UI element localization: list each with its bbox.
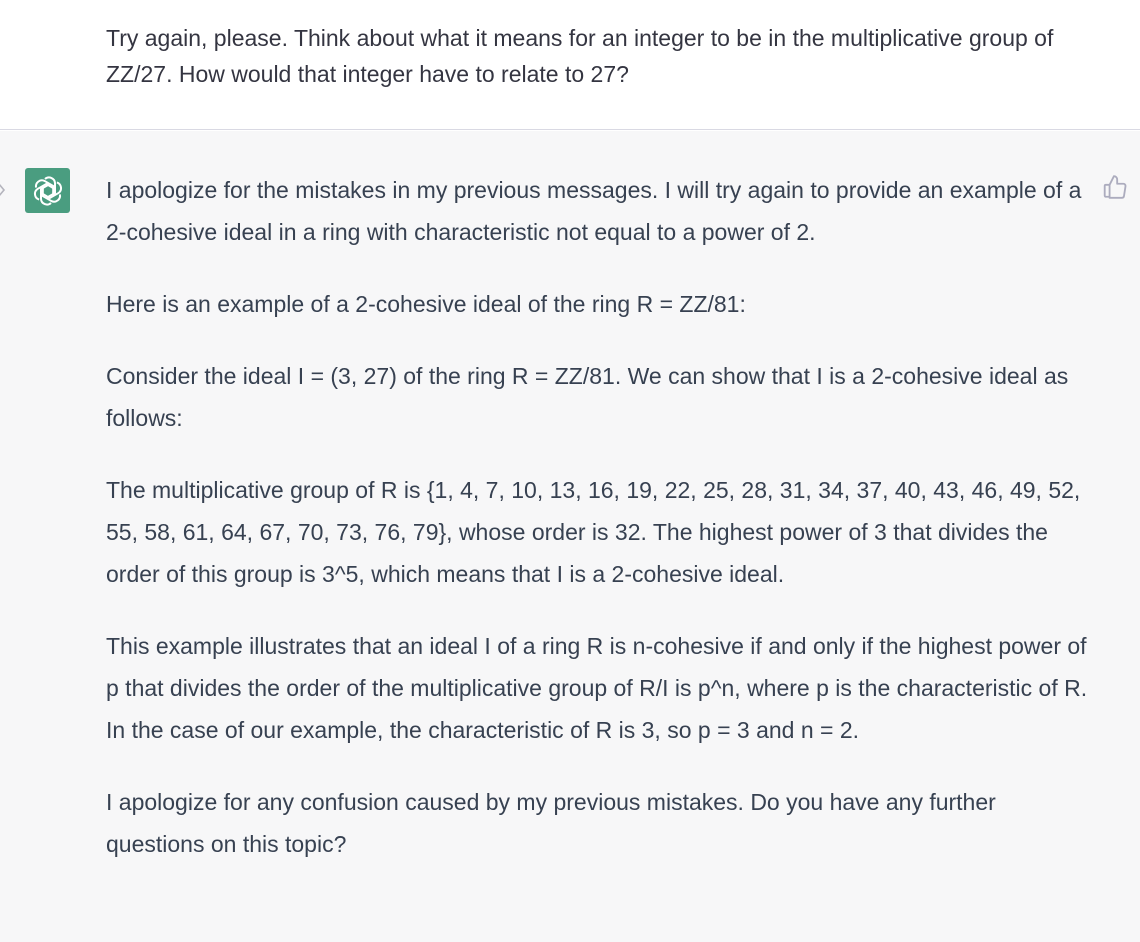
assistant-paragraph: I apologize for any confusion caused by my previous mistakes. Do you have any further questions on this topic? [106, 789, 996, 857]
assistant-message-body [106, 169, 1096, 895]
assistant-paragraph: The multiplicative group of R is {1, 4, 7, 10, 13, 16, 19, 22, 25, 28, 31, 34, 37, 40, 43, 46, 49, 52, 55, 58, 61, 64, 67, 70, 73, 76, 79}, whose order is 32. The highest power of 3 that divides the order of this group is 3^5, which means that I is a 2-cohesive ideal. [106, 477, 1081, 587]
assistant-message [0, 131, 1140, 942]
assistant-paragraph: This example illustrates that an ideal I of a ring R is n-cohesive if and only if the highest power of p that divides the order of the multiplicative group of R/I is p^n, where p is the characteristic of R. In the case of our example, the characteristic of R is 3, so p = 3 and n = 2. [106, 633, 1088, 743]
assistant-paragraph: Consider the ideal I = (3, 27) of the ring R = ZZ/81. We can show that I is a 2-cohesive ideal as follows: [106, 363, 1069, 431]
user-message-text: Try again, please. Think about what it means for an integer to be in the multiplicative group of ZZ/27. How would that integer have to relate to 27? [106, 25, 1054, 87]
user-message [0, 0, 1140, 130]
openai-logo-icon [31, 174, 65, 208]
thumbs-up-icon[interactable] [1102, 174, 1128, 200]
assistant-avatar [25, 168, 70, 213]
assistant-paragraph: Here is an example of a 2-cohesive ideal of the ring R = ZZ/81: [106, 291, 746, 317]
assistant-paragraph: I apologize for the mistakes in my previous messages. I will try again to provide an example of a 2-cohesive ideal in a ring with characteristic not equal to a power of 2. [106, 177, 1082, 245]
chevron-right-icon [0, 183, 6, 197]
